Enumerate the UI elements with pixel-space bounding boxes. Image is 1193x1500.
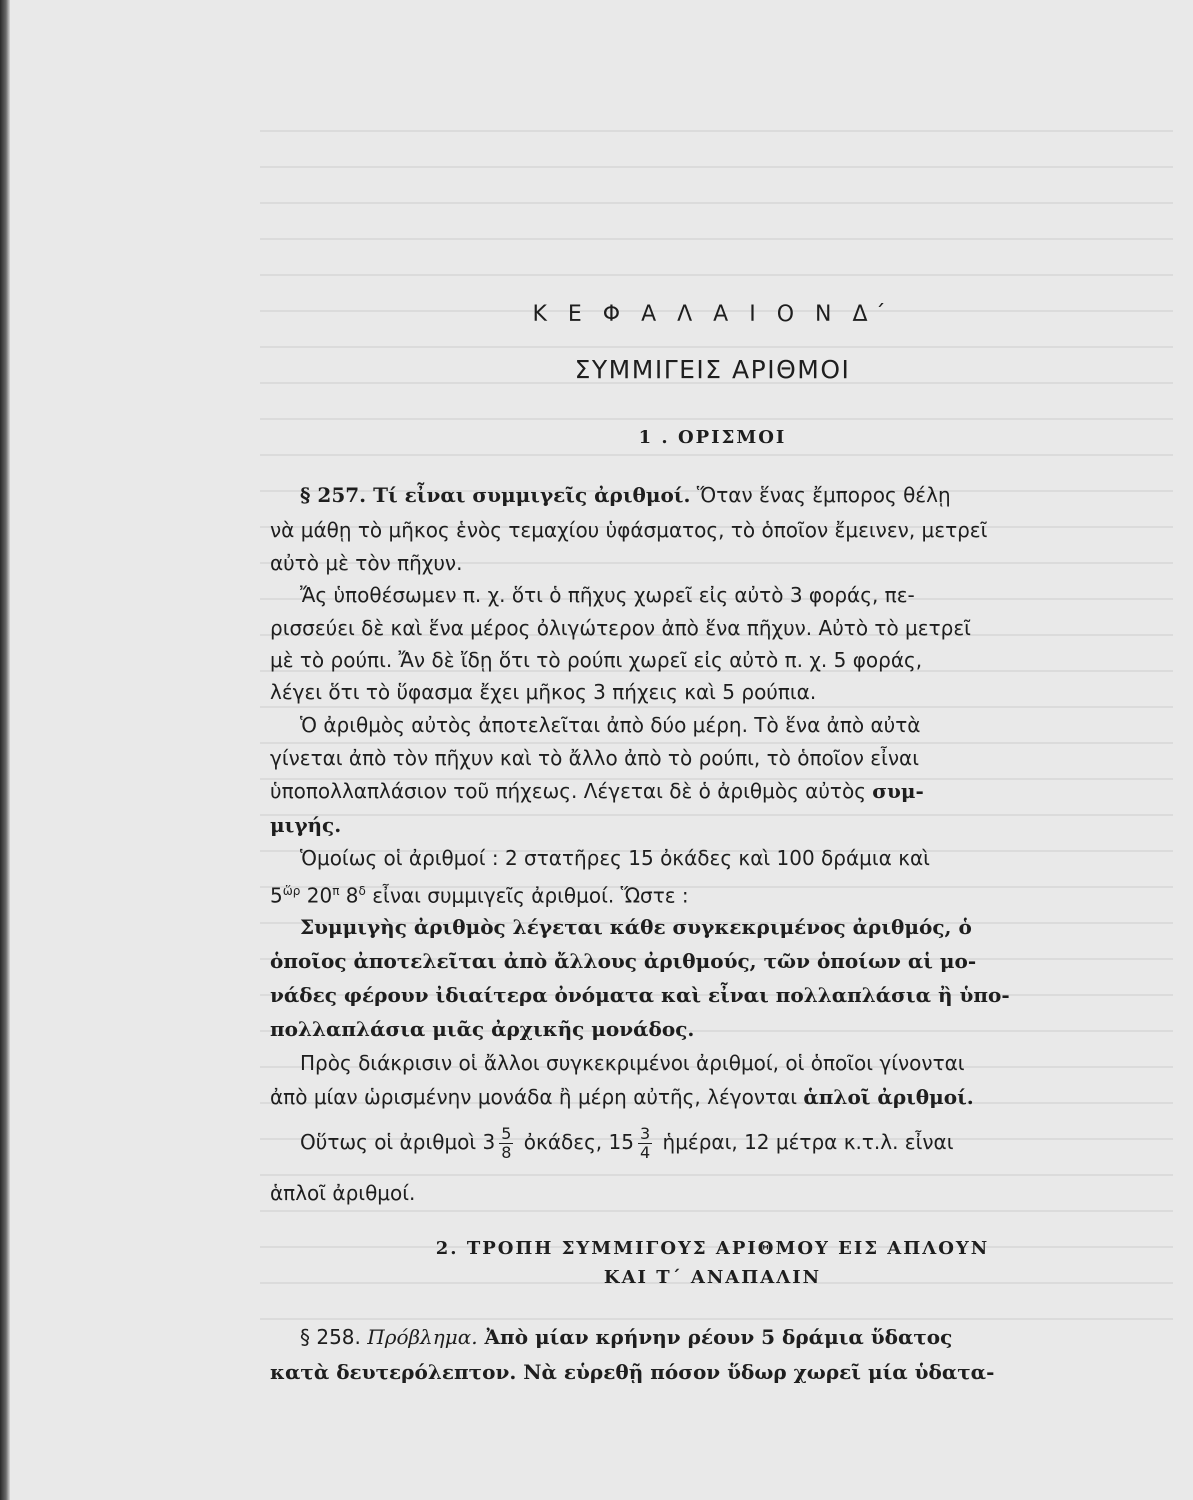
paragraph-number-line-2: γίνεται ἀπὸ τὸν πῆχυν καὶ τὸ ἄλλο ἀπὸ τὸ ρούπι, τὸ ὁποῖον εἶναι: [270, 746, 919, 770]
paragraph-example-line-1: Ἄς ὑποθέσωμεν π. χ. ὅτι ὁ πῆχυς χωρεῖ εἰς αὐτὸ 3 φοράς, πε-: [300, 583, 915, 607]
paragraph-number-line-3: [270, 776, 1175, 806]
paragraph-257-line-3: αὐτὸ μὲ τὸν πῆχυν.: [270, 551, 463, 575]
paragraph-257-label: § 257. Τί εἶναι συμμιγεῖς ἀριθμοί.: [300, 483, 691, 507]
paragraph-simple-line-2: [270, 1082, 1175, 1112]
fraction-example-mid: ὀκάδες, 15: [517, 1130, 634, 1154]
paragraph-similar-tail: εἶναι συμμιγεῖς ἀριθμοί. Ὥστε :: [365, 883, 689, 908]
hours-unit: ὥρ: [282, 884, 301, 898]
paragraph-similar-line-2: [270, 876, 1175, 911]
paragraph-similar-line-1: Ὁμοίως οἱ ἀριθμοί : 2 στατῆρες 15 ὀκάδες καὶ 100 δράμια καὶ: [300, 846, 930, 870]
definition-line-3: νάδες φέρουν ἰδιαίτερα ὀνόματα καὶ εἶναι πολλαπλάσια ἢ ὑπο-: [270, 983, 1010, 1007]
paragraph-258-text: Ἀπὸ μίαν κρήνην ρέουν 5 δράμια ὕδατος: [477, 1325, 953, 1349]
fraction-2-denominator: 4: [639, 1143, 651, 1162]
chapter-title: ΣΥΜΜΙΓΕΙΣ ΑΡΙΘΜΟΙ: [574, 355, 851, 384]
scanned-page: [10, 0, 1193, 1500]
paragraph-example-line-4: λέγει ὅτι τὸ ὕφασμα ἔχει μῆκος 3 πήχεις καὶ 5 ρούπια.: [270, 680, 817, 704]
definition-line-4: πολλαπλάσια μιᾶς ἀρχικῆς μονάδος.: [270, 1017, 695, 1041]
fraction-1-denominator: 8: [501, 1143, 512, 1162]
paragraph-257-text: Ὅταν ἕνας ἔμπορος θέλῃ: [690, 483, 951, 507]
mixed-term-start: συμ-: [872, 779, 924, 803]
paragraph-258-line-2: κατὰ δευτερόλεπτον. Νὰ εὑρεθῇ πόσον ὕδωρ χωρεῖ μία ὑδατα-: [270, 1360, 995, 1384]
section-heading-conversion-continued: ΚΑΙ Τ΄ ΑΝΑΠΑΛΙΝ: [603, 1267, 822, 1288]
definition-line-1: Συμμιγὴς ἀριθμὸς λέγεται κάθε συγκεκριμένος ἀριθμός, ὁ: [300, 915, 972, 939]
chapter-heading: Κ Ε Φ Α Λ Α Ι Ο Ν Δ΄: [532, 302, 893, 327]
fraction-example-pre: Οὕτως οἱ ἀριθμοὶ 3: [300, 1130, 496, 1154]
fraction-five-eighths: [499, 1125, 513, 1162]
fraction-example-post: ἡμέραι, 12 μέτρα κ.τ.λ. εἶναι: [656, 1130, 954, 1154]
seconds-unit: δ: [358, 884, 366, 898]
definition-line-2: ὁποῖος ἀποτελεῖται ἀπὸ ἄλλους ἀριθμούς, τῶν ὁποίων αἱ μο-: [270, 949, 977, 973]
paragraph-fractions-line-2: ἁπλοῖ ἀριθμοί.: [270, 1181, 416, 1205]
paragraph-simple-line-1: Πρὸς διάκρισιν οἱ ἄλλοι συγκεκριμένοι ἀριθμοί, οἱ ὁποῖοι γίνονται: [300, 1051, 965, 1075]
fraction-1-numerator: 5: [501, 1124, 512, 1143]
paragraph-example-line-3: μὲ τὸ ρούπι. Ἄν δὲ ἴδῃ ὅτι τὸ ρούπι χωρεῖ εἰς αὐτὸ π. χ. 5 φοράς,: [270, 648, 923, 672]
hours-value: 5: [270, 883, 283, 908]
paragraph-257-line-1: [270, 480, 1175, 510]
paragraph-258-number: § 258.: [300, 1325, 361, 1349]
paragraph-258-line-1: [270, 1322, 1193, 1352]
page-edge-shadow: [0, 0, 10, 1500]
paragraph-257-line-2: νὰ μάθῃ τὸ μῆκος ἑνὸς τεμαχίου ὑφάσματος, τὸ ὁποῖον ἔμεινεν, μετρεῖ: [270, 518, 988, 542]
problem-label: Πρόβλημα.: [367, 1325, 478, 1349]
paragraph-example-line-2: ρισσεύει δὲ καὶ ἕνα μέρος ὀλιγώτερον ἀπὸ ἕνα πῆχυν. Αὐτὸ τὸ μετρεῖ: [270, 616, 971, 640]
paragraph-number-line-1: Ὁ ἀριθμὸς αὐτὸς ἀποτελεῖται ἀπὸ δύο μέρη. Τὸ ἕνα ἀπὸ αὐτὰ: [300, 713, 921, 737]
seconds-value: 8: [339, 883, 359, 908]
minutes-unit: π: [332, 884, 340, 898]
section-heading-conversion: 2. ΤΡΟΠΗ ΣΥΜΜΙΓΟΥΣ ΑΡΙΘΜΟΥ ΕΙΣ ΑΠΛΟΥΝ: [435, 1238, 990, 1259]
fraction-2-numerator: 3: [639, 1124, 651, 1143]
paragraph-simple-text: ἀπὸ μίαν ὡρισμένην μονάδα ἢ μέρη αὐτῆς, λέγονται: [270, 1085, 804, 1109]
page-content: [270, 0, 1175, 1500]
minutes-value: 20: [300, 883, 333, 908]
section-heading-definitions: 1 . ΟΡΙΣΜΟΙ: [638, 427, 787, 448]
paragraph-fractions-line-1: [270, 1122, 1193, 1162]
paragraph-number-line-4: μιγής.: [270, 813, 342, 837]
paragraph-number-text: ὑποπολλαπλάσιον τοῦ πήχεως. Λέγεται δὲ ὁ ἀριθμὸς αὐτὸς: [270, 779, 873, 803]
simple-numbers-term: ἁπλοῖ ἀριθμοί.: [803, 1085, 974, 1109]
fraction-three-quarters: [638, 1125, 652, 1162]
